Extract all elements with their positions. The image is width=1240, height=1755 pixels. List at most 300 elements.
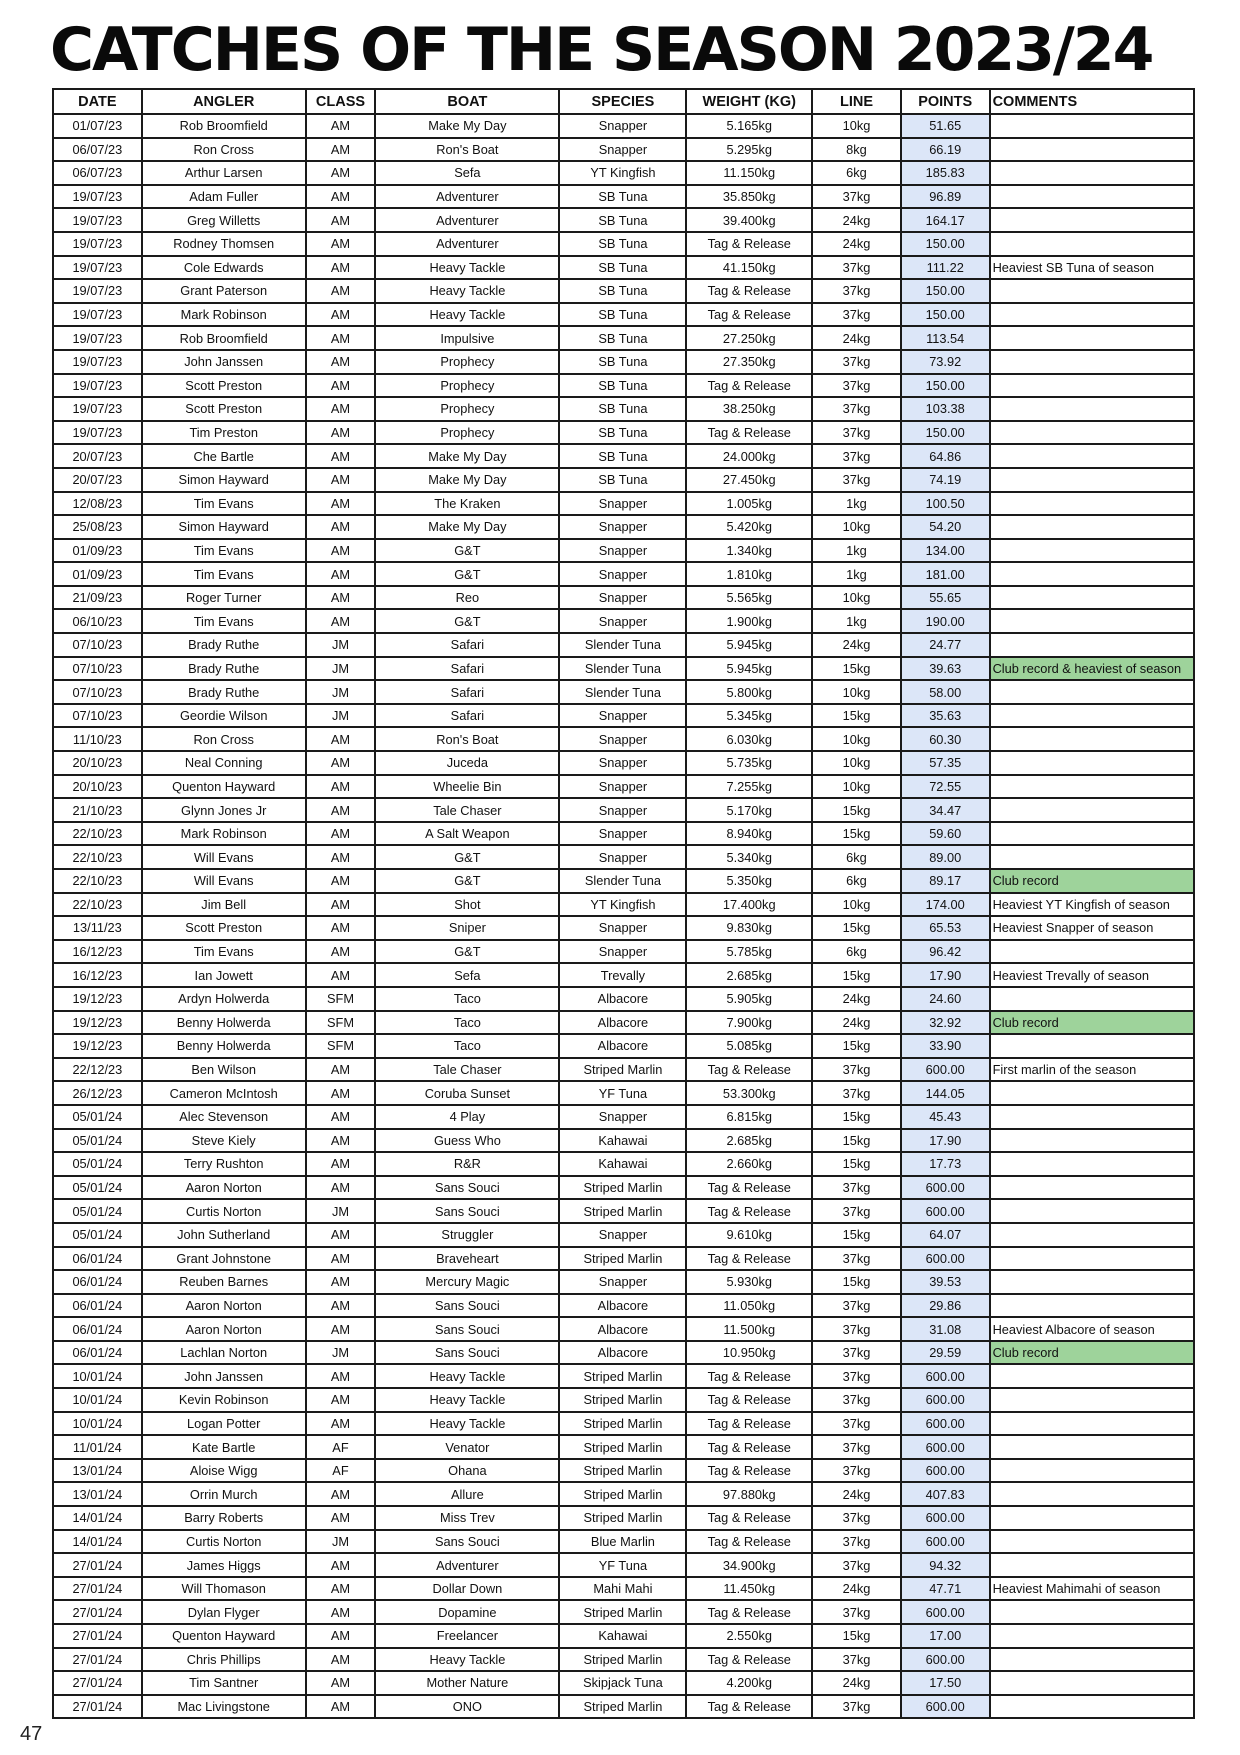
cell-species: Slender Tuna	[559, 680, 686, 704]
cell-points: 39.63	[901, 657, 990, 681]
cell-points: 96.42	[901, 940, 990, 964]
cell-line: 37kg	[812, 421, 901, 445]
cell-class: SFM	[306, 1011, 376, 1035]
cell-points: 134.00	[901, 539, 990, 563]
cell-angler: John Janssen	[142, 350, 306, 374]
cell-species: Snapper	[559, 822, 686, 846]
cell-angler: Aaron Norton	[142, 1317, 306, 1341]
cell-points: 185.83	[901, 161, 990, 185]
cell-line: 10kg	[812, 586, 901, 610]
cell-boat: Make My Day	[375, 114, 559, 138]
cell-comments	[990, 468, 1194, 492]
cell-boat: Make My Day	[375, 444, 559, 468]
cell-species: Skipjack Tuna	[559, 1671, 686, 1695]
cell-class: AM	[306, 1176, 376, 1200]
cell-angler: Grant Paterson	[142, 279, 306, 303]
cell-species: Snapper	[559, 138, 686, 162]
table-row	[53, 775, 1194, 799]
cell-weight: Tag & Release	[686, 1530, 812, 1554]
cell-angler: Benny Holwerda	[142, 1011, 306, 1035]
cell-boat: ONO	[375, 1695, 559, 1719]
col-header-boat: BOAT	[375, 89, 559, 114]
cell-points: 600.00	[901, 1695, 990, 1719]
cell-angler: Grant Johnstone	[142, 1247, 306, 1271]
cell-comments	[990, 114, 1194, 138]
table-row	[53, 987, 1194, 1011]
cell-weight: Tag & Release	[686, 1247, 812, 1271]
page-number: 47	[20, 1723, 43, 1745]
cell-line: 24kg	[812, 1671, 901, 1695]
cell-date: 06/01/24	[53, 1317, 142, 1341]
cell-line: 1kg	[812, 492, 901, 516]
table-row	[53, 1482, 1194, 1506]
cell-points: 600.00	[901, 1530, 990, 1554]
cell-line: 24kg	[812, 232, 901, 256]
cell-angler: Tim Evans	[142, 940, 306, 964]
cell-date: 22/10/23	[53, 845, 142, 869]
cell-points: 164.17	[901, 208, 990, 232]
cell-points: 600.00	[901, 1648, 990, 1672]
cell-species: SB Tuna	[559, 279, 686, 303]
cell-comments	[990, 633, 1194, 657]
cell-class: AM	[306, 1270, 376, 1294]
cell-class: AM	[306, 1577, 376, 1601]
cell-species: Striped Marlin	[559, 1648, 686, 1672]
cell-species: Kahawai	[559, 1624, 686, 1648]
table-row	[53, 1011, 1194, 1035]
cell-weight: 5.170kg	[686, 798, 812, 822]
cell-weight: Tag & Release	[686, 1506, 812, 1530]
cell-angler: Dylan Flyger	[142, 1600, 306, 1624]
cell-comments	[990, 751, 1194, 775]
cell-date: 01/09/23	[53, 539, 142, 563]
cell-weight: Tag & Release	[686, 1412, 812, 1436]
cell-class: JM	[306, 657, 376, 681]
cell-points: 89.17	[901, 869, 990, 893]
cell-comments: Heaviest Mahimahi of season	[990, 1577, 1194, 1601]
table-row	[53, 562, 1194, 586]
cell-class: AM	[306, 1506, 376, 1530]
cell-date: 13/11/23	[53, 916, 142, 940]
cell-line: 1kg	[812, 609, 901, 633]
cell-weight: 38.250kg	[686, 397, 812, 421]
cell-weight: 97.880kg	[686, 1482, 812, 1506]
cell-species: Striped Marlin	[559, 1459, 686, 1483]
table-row	[53, 279, 1194, 303]
cell-comments: Club record	[990, 1341, 1194, 1365]
cell-points: 17.00	[901, 1624, 990, 1648]
cell-angler: Scott Preston	[142, 374, 306, 398]
cell-date: 05/01/24	[53, 1105, 142, 1129]
cell-points: 600.00	[901, 1176, 990, 1200]
cell-line: 24kg	[812, 326, 901, 350]
table-row	[53, 1081, 1194, 1105]
cell-species: YT Kingfish	[559, 893, 686, 917]
cell-species: Snapper	[559, 114, 686, 138]
cell-comments	[990, 562, 1194, 586]
cell-species: Snapper	[559, 940, 686, 964]
table-row	[53, 1577, 1194, 1601]
page-title: CATCHES OF THE SEASON 2023/24	[50, 15, 1153, 85]
cell-line: 10kg	[812, 680, 901, 704]
cell-date: 10/01/24	[53, 1412, 142, 1436]
cell-date: 05/01/24	[53, 1129, 142, 1153]
cell-boat: Prophecy	[375, 397, 559, 421]
cell-points: 144.05	[901, 1081, 990, 1105]
cell-angler: Quenton Hayward	[142, 1624, 306, 1648]
cell-points: 55.65	[901, 586, 990, 610]
cell-date: 19/07/23	[53, 279, 142, 303]
table-row	[53, 444, 1194, 468]
cell-line: 15kg	[812, 822, 901, 846]
cell-line: 10kg	[812, 893, 901, 917]
cell-class: AM	[306, 916, 376, 940]
cell-boat: Adventurer	[375, 185, 559, 209]
cell-species: Mahi Mahi	[559, 1577, 686, 1601]
cell-weight: Tag & Release	[686, 1648, 812, 1672]
cell-weight: 5.340kg	[686, 845, 812, 869]
cell-species: Snapper	[559, 1105, 686, 1129]
cell-angler: Orrin Murch	[142, 1482, 306, 1506]
cell-boat: Sefa	[375, 161, 559, 185]
cell-date: 13/01/24	[53, 1482, 142, 1506]
cell-boat: Heavy Tackle	[375, 1364, 559, 1388]
cell-weight: 5.420kg	[686, 515, 812, 539]
cell-weight: Tag & Release	[686, 1058, 812, 1082]
cell-points: 150.00	[901, 232, 990, 256]
cell-species: Snapper	[559, 1223, 686, 1247]
cell-angler: Will Evans	[142, 845, 306, 869]
cell-weight: 11.050kg	[686, 1294, 812, 1318]
cell-species: Striped Marlin	[559, 1247, 686, 1271]
cell-comments	[990, 1600, 1194, 1624]
cell-date: 05/01/24	[53, 1199, 142, 1223]
cell-class: AF	[306, 1459, 376, 1483]
cell-weight: Tag & Release	[686, 1459, 812, 1483]
table-row	[53, 1388, 1194, 1412]
cell-line: 15kg	[812, 1223, 901, 1247]
cell-points: 600.00	[901, 1459, 990, 1483]
cell-weight: 5.165kg	[686, 114, 812, 138]
cell-line: 15kg	[812, 1034, 901, 1058]
cell-class: AM	[306, 845, 376, 869]
cell-species: Albacore	[559, 1317, 686, 1341]
cell-angler: Scott Preston	[142, 397, 306, 421]
cell-species: Striped Marlin	[559, 1412, 686, 1436]
cell-comments	[990, 279, 1194, 303]
cell-class: AM	[306, 1482, 376, 1506]
cell-class: AM	[306, 1105, 376, 1129]
cell-boat: Venator	[375, 1435, 559, 1459]
cell-angler: Simon Hayward	[142, 468, 306, 492]
cell-points: 31.08	[901, 1317, 990, 1341]
cell-boat: A Salt Weapon	[375, 822, 559, 846]
cell-comments: First marlin of the season	[990, 1058, 1194, 1082]
table-row	[53, 1105, 1194, 1129]
cell-comments	[990, 1129, 1194, 1153]
cell-class: AM	[306, 751, 376, 775]
cell-angler: Neal Conning	[142, 751, 306, 775]
cell-line: 37kg	[812, 1695, 901, 1719]
cell-date: 07/10/23	[53, 657, 142, 681]
cell-weight: Tag & Release	[686, 1695, 812, 1719]
cell-class: AM	[306, 893, 376, 917]
cell-comments	[990, 1530, 1194, 1554]
cell-class: SFM	[306, 1034, 376, 1058]
cell-line: 37kg	[812, 185, 901, 209]
cell-boat: Taco	[375, 987, 559, 1011]
cell-species: Slender Tuna	[559, 869, 686, 893]
cell-weight: 2.660kg	[686, 1152, 812, 1176]
cell-date: 01/09/23	[53, 562, 142, 586]
cell-date: 27/01/24	[53, 1553, 142, 1577]
cell-line: 24kg	[812, 1577, 901, 1601]
table-row	[53, 1671, 1194, 1695]
table-row	[53, 1152, 1194, 1176]
cell-angler: Mark Robinson	[142, 303, 306, 327]
table-row	[53, 822, 1194, 846]
cell-weight: 17.400kg	[686, 893, 812, 917]
cell-weight: 27.250kg	[686, 326, 812, 350]
cell-date: 05/01/24	[53, 1152, 142, 1176]
cell-points: 150.00	[901, 303, 990, 327]
cell-class: AM	[306, 1671, 376, 1695]
cell-boat: Adventurer	[375, 232, 559, 256]
cell-comments	[990, 1247, 1194, 1271]
cell-comments	[990, 1081, 1194, 1105]
cell-weight: Tag & Release	[686, 1435, 812, 1459]
cell-weight: 5.930kg	[686, 1270, 812, 1294]
cell-species: Snapper	[559, 515, 686, 539]
cell-weight: 2.685kg	[686, 963, 812, 987]
table-row	[53, 845, 1194, 869]
cell-species: SB Tuna	[559, 185, 686, 209]
cell-boat: Sefa	[375, 963, 559, 987]
cell-date: 27/01/24	[53, 1671, 142, 1695]
cell-angler: Che Bartle	[142, 444, 306, 468]
cell-angler: Ron Cross	[142, 727, 306, 751]
cell-class: AM	[306, 303, 376, 327]
cell-date: 19/07/23	[53, 303, 142, 327]
cell-angler: James Higgs	[142, 1553, 306, 1577]
cell-weight: 9.830kg	[686, 916, 812, 940]
cell-weight: 35.850kg	[686, 185, 812, 209]
cell-weight: Tag & Release	[686, 421, 812, 445]
cell-angler: Aaron Norton	[142, 1176, 306, 1200]
table-row	[53, 256, 1194, 280]
cell-points: 24.77	[901, 633, 990, 657]
cell-angler: Rob Broomfield	[142, 114, 306, 138]
cell-weight: 2.685kg	[686, 1129, 812, 1153]
cell-points: 65.53	[901, 916, 990, 940]
cell-angler: Greg Willetts	[142, 208, 306, 232]
cell-date: 27/01/24	[53, 1648, 142, 1672]
cell-line: 24kg	[812, 1482, 901, 1506]
cell-line: 37kg	[812, 350, 901, 374]
table-row	[53, 1176, 1194, 1200]
table-row	[53, 374, 1194, 398]
cell-weight: 11.450kg	[686, 1577, 812, 1601]
cell-date: 10/01/24	[53, 1364, 142, 1388]
cell-weight: Tag & Release	[686, 303, 812, 327]
cell-species: Snapper	[559, 751, 686, 775]
cell-boat: Impulsive	[375, 326, 559, 350]
cell-weight: 39.400kg	[686, 208, 812, 232]
cell-species: Snapper	[559, 798, 686, 822]
cell-species: YF Tuna	[559, 1553, 686, 1577]
table-row	[53, 680, 1194, 704]
cell-boat: Safari	[375, 633, 559, 657]
cell-weight: 5.800kg	[686, 680, 812, 704]
cell-comments: Heaviest Trevally of season	[990, 963, 1194, 987]
cell-points: 103.38	[901, 397, 990, 421]
cell-species: Blue Marlin	[559, 1530, 686, 1554]
cell-points: 57.35	[901, 751, 990, 775]
cell-boat: Struggler	[375, 1223, 559, 1247]
cell-line: 10kg	[812, 727, 901, 751]
cell-comments	[990, 1553, 1194, 1577]
cell-class: AF	[306, 1435, 376, 1459]
cell-line: 24kg	[812, 1011, 901, 1035]
col-header-comments: COMMENTS	[990, 89, 1194, 114]
table-row	[53, 1624, 1194, 1648]
cell-angler: Kate Bartle	[142, 1435, 306, 1459]
cell-points: 17.90	[901, 1129, 990, 1153]
cell-boat: G&T	[375, 539, 559, 563]
cell-line: 37kg	[812, 1364, 901, 1388]
table-row	[53, 232, 1194, 256]
cell-weight: 2.550kg	[686, 1624, 812, 1648]
cell-class: AM	[306, 1364, 376, 1388]
table-row	[53, 1341, 1194, 1365]
cell-date: 21/09/23	[53, 586, 142, 610]
cell-line: 6kg	[812, 845, 901, 869]
cell-points: 33.90	[901, 1034, 990, 1058]
cell-weight: 6.030kg	[686, 727, 812, 751]
cell-points: 150.00	[901, 374, 990, 398]
cell-weight: Tag & Release	[686, 1388, 812, 1412]
cell-boat: Braveheart	[375, 1247, 559, 1271]
cell-class: AM	[306, 1695, 376, 1719]
table-row	[53, 185, 1194, 209]
table-row	[53, 798, 1194, 822]
cell-class: AM	[306, 869, 376, 893]
table-body	[53, 114, 1194, 1718]
cell-species: Striped Marlin	[559, 1506, 686, 1530]
cell-angler: Logan Potter	[142, 1412, 306, 1436]
cell-weight: 5.905kg	[686, 987, 812, 1011]
table-row	[53, 963, 1194, 987]
cell-species: Snapper	[559, 845, 686, 869]
cell-weight: 7.255kg	[686, 775, 812, 799]
cell-boat: Ron's Boat	[375, 138, 559, 162]
cell-line: 37kg	[812, 397, 901, 421]
cell-weight: 11.500kg	[686, 1317, 812, 1341]
cell-class: AM	[306, 468, 376, 492]
cell-boat: Sans Souci	[375, 1530, 559, 1554]
cell-class: AM	[306, 1553, 376, 1577]
cell-angler: Arthur Larsen	[142, 161, 306, 185]
cell-weight: 34.900kg	[686, 1553, 812, 1577]
cell-species: Snapper	[559, 727, 686, 751]
cell-class: AM	[306, 609, 376, 633]
cell-class: JM	[306, 1530, 376, 1554]
cell-species: Striped Marlin	[559, 1600, 686, 1624]
cell-species: YF Tuna	[559, 1081, 686, 1105]
cell-boat: G&T	[375, 845, 559, 869]
cell-class: AM	[306, 256, 376, 280]
cell-line: 37kg	[812, 1176, 901, 1200]
cell-date: 19/07/23	[53, 208, 142, 232]
cell-weight: 5.785kg	[686, 940, 812, 964]
cell-date: 06/01/24	[53, 1294, 142, 1318]
cell-points: 600.00	[901, 1058, 990, 1082]
cell-points: 600.00	[901, 1506, 990, 1530]
cell-class: AM	[306, 161, 376, 185]
cell-date: 27/01/24	[53, 1577, 142, 1601]
cell-line: 10kg	[812, 515, 901, 539]
cell-angler: Brady Ruthe	[142, 657, 306, 681]
cell-line: 37kg	[812, 1506, 901, 1530]
cell-class: AM	[306, 822, 376, 846]
cell-angler: Aaron Norton	[142, 1294, 306, 1318]
cell-points: 29.59	[901, 1341, 990, 1365]
cell-line: 37kg	[812, 1435, 901, 1459]
cell-species: Striped Marlin	[559, 1388, 686, 1412]
cell-comments	[990, 1152, 1194, 1176]
cell-line: 10kg	[812, 751, 901, 775]
cell-boat: Prophecy	[375, 374, 559, 398]
cell-angler: Reuben Barnes	[142, 1270, 306, 1294]
cell-comments	[990, 303, 1194, 327]
cell-weight: 5.295kg	[686, 138, 812, 162]
cell-class: AM	[306, 374, 376, 398]
cell-line: 37kg	[812, 279, 901, 303]
cell-boat: Make My Day	[375, 515, 559, 539]
cell-line: 8kg	[812, 138, 901, 162]
cell-species: SB Tuna	[559, 444, 686, 468]
cell-weight: 1.810kg	[686, 562, 812, 586]
cell-species: SB Tuna	[559, 303, 686, 327]
cell-boat: Tale Chaser	[375, 1058, 559, 1082]
cell-weight: 5.085kg	[686, 1034, 812, 1058]
cell-class: AM	[306, 1388, 376, 1412]
table-row	[53, 161, 1194, 185]
cell-boat: G&T	[375, 562, 559, 586]
table-row	[53, 1435, 1194, 1459]
cell-species: Striped Marlin	[559, 1435, 686, 1459]
cell-comments	[990, 161, 1194, 185]
cell-weight: Tag & Release	[686, 1176, 812, 1200]
cell-boat: Sans Souci	[375, 1317, 559, 1341]
cell-line: 24kg	[812, 633, 901, 657]
cell-weight: 5.945kg	[686, 657, 812, 681]
cell-date: 13/01/24	[53, 1459, 142, 1483]
table-row	[53, 1294, 1194, 1318]
cell-points: 181.00	[901, 562, 990, 586]
cell-date: 05/01/24	[53, 1223, 142, 1247]
cell-weight: Tag & Release	[686, 279, 812, 303]
cell-class: AM	[306, 1081, 376, 1105]
cell-species: Slender Tuna	[559, 633, 686, 657]
table-row	[53, 1412, 1194, 1436]
table-row	[53, 609, 1194, 633]
cell-comments	[990, 1223, 1194, 1247]
cell-weight: 10.950kg	[686, 1341, 812, 1365]
cell-comments	[990, 1648, 1194, 1672]
table-row	[53, 1648, 1194, 1672]
cell-date: 27/01/24	[53, 1624, 142, 1648]
